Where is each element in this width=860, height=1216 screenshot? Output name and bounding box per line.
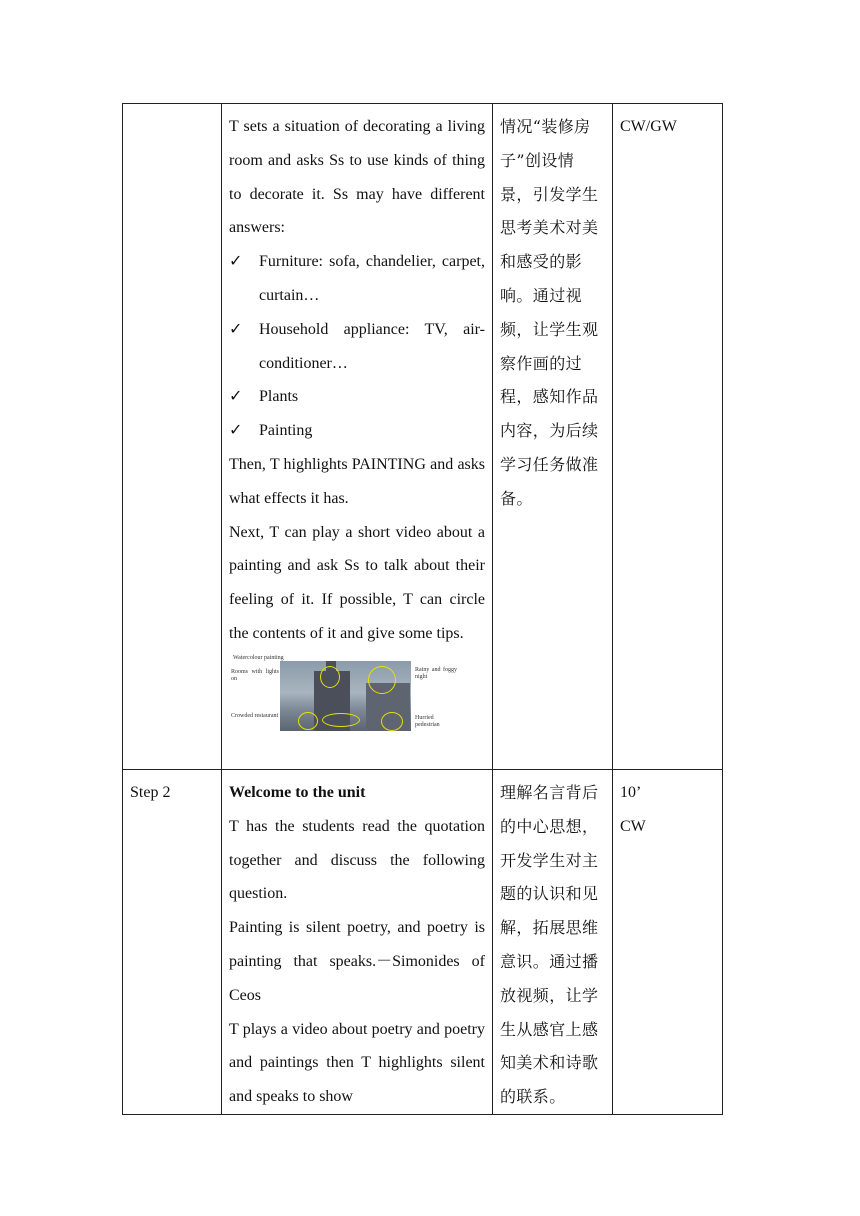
figure-label: Crowded restaurant — [231, 712, 279, 719]
step-cell — [123, 104, 222, 770]
mode-cell — [613, 770, 723, 1115]
watercolour-painting-image — [280, 661, 411, 731]
activity-paragraph: T has the students read the quotation together and discuss the following question. — [229, 817, 485, 903]
checklist — [229, 245, 485, 448]
lesson-plan-table — [122, 103, 723, 1115]
checklist-item-text: Household appliance: TV, air-conditioner… — [259, 320, 485, 372]
figure-label: Rainy and foggy night — [415, 666, 457, 680]
figure-title: Watercolour painting — [233, 654, 284, 661]
activity-paragraph: Then, T highlights PAINTING and asks what effects it has. — [229, 455, 485, 507]
step-label: Step 2 — [130, 784, 171, 801]
section-heading: Welcome to the unit — [229, 784, 366, 801]
checklist-item — [229, 313, 485, 381]
activity-cell — [222, 770, 493, 1115]
checklist-item — [229, 380, 485, 414]
activity-paragraph: Next, T can play a short video about a painting and ask Ss to talk about their feeling of it. If possible, T can circle the contents of it and give some tips. — [229, 523, 485, 642]
time-text: 10’ — [620, 784, 642, 801]
mode-text: CW/GW — [620, 118, 677, 135]
purpose-text: 理解名言背后的中心思想，开发学生对主题的认识和见解，拓展思维意识。通过播放视频，让学生从感官上感知美术和诗歌的联系。 — [500, 783, 599, 1107]
table-row — [123, 104, 723, 770]
mode-cell — [613, 104, 723, 770]
checklist-item-text: Plants — [259, 388, 299, 406]
checklist-item-text: Painting — [259, 422, 313, 440]
highlight-circle — [381, 712, 403, 731]
highlight-circle — [320, 666, 340, 688]
checklist-item-text: Furniture: sofa, chandelier, carpet, curtain… — [259, 253, 485, 304]
purpose-text: 情况“装修房子”创设情景，引发学生思考美术对美和感受的影响。通过视频，让学生观察作画的过程，感知作品内容，为后续学习任务做准备。 — [500, 117, 599, 508]
checkmark-icon: ✓ — [229, 422, 243, 440]
highlight-circle — [368, 666, 396, 694]
checklist-item — [229, 245, 485, 313]
table-row — [123, 770, 723, 1115]
quotation: Painting is silent poetry, and poetry is painting that speaks.－Simonides of Ceos — [229, 919, 485, 1004]
painting-figure — [229, 655, 457, 733]
mode-text: CW — [620, 817, 646, 835]
highlight-circle — [298, 712, 318, 730]
activity-paragraph: T sets a situation of decorating a living room and asks Ss to use kinds of thing to decorate it. Ss may have different answers: — [229, 118, 485, 237]
checkmark-icon: ✓ — [229, 253, 243, 271]
purpose-cell — [493, 104, 613, 770]
step-cell — [123, 770, 222, 1115]
purpose-cell — [493, 770, 613, 1115]
highlight-circle — [322, 713, 360, 727]
figure-label: Hurried pedestrian — [415, 714, 440, 728]
activity-paragraph: T plays a video about poetry and poetry and paintings then T highlights silent and speaks to show — [229, 1020, 485, 1106]
checklist-item — [229, 414, 485, 448]
figure-label: Rooms with lights on — [231, 668, 279, 682]
checkmark-icon: ✓ — [229, 388, 243, 406]
checkmark-icon: ✓ — [229, 320, 243, 338]
activity-cell — [222, 104, 493, 770]
